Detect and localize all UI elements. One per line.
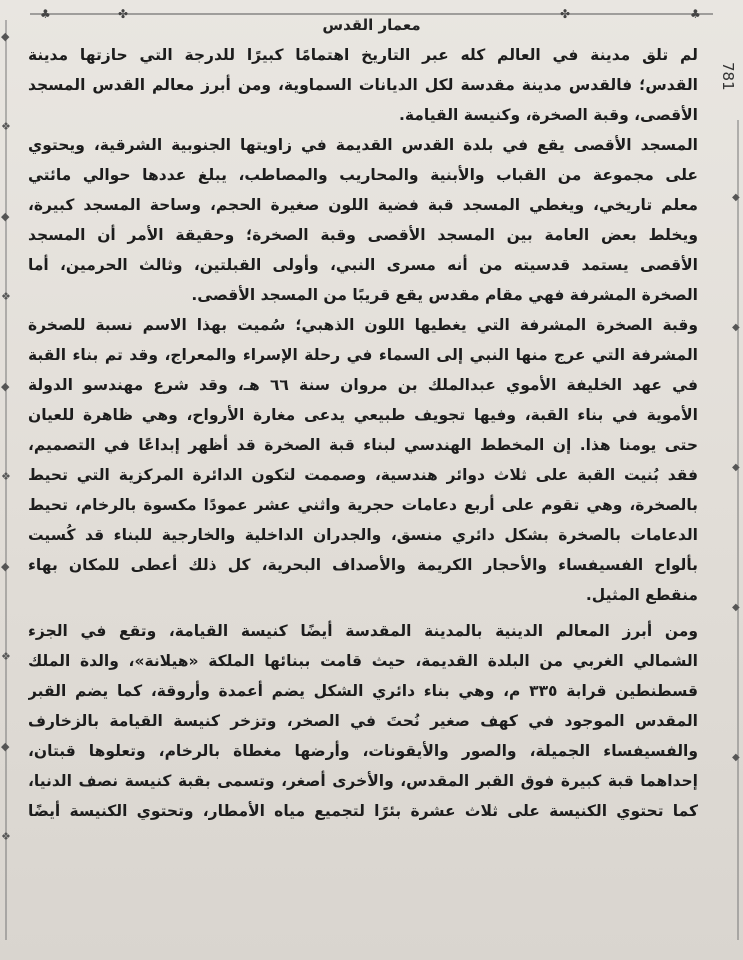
svg-text:✤: ✤ [560, 7, 571, 20]
svg-text:◆: ◆ [732, 322, 740, 333]
svg-text:◆: ◆ [1, 560, 10, 573]
text-line: كما تحتوي الكنيسة على ثلاث عشرة بئرًا لتجميع مياه الأمطار، وتحتوي الكنيسة أيضًا [28, 802, 698, 820]
text-line: بالصخرة، وهي تقوم على أربع دعامات حجرية واثني عشر عمودًا مكسوة بالرخام، تحيط [28, 496, 698, 514]
text-line: والفسيفساء الجميلة، والصور والأيقونات، وأرضها مغطاة بالرخام، وتعلوها قبتان، [28, 742, 698, 760]
text-line: ومن أبرز المعالم الدينية بالمدينة المقدسة أيضًا كنيسة القيامة، وتقع في الجزء [28, 622, 698, 640]
body-text [28, 40, 698, 826]
paragraph [28, 310, 698, 610]
text-line: الأقصى يستمد قدسيته من أنه مسرى النبي، وأولى القبلتين، وثالث الحرمين، أما [28, 256, 698, 274]
text-line: بألواح الفسيفساء والأحجار الكريمة والأصداف البحرية، كل ذلك أعطى للمكان بهاء [28, 556, 698, 574]
text-line: القدس؛ فالقدس مدينة مقدسة لكل الديانات السماوية، ومن أبرز معالم القدس المسجد [28, 76, 698, 94]
text-line: منقطع المثيل. [585, 586, 698, 604]
text-line: إحداهما قبة كبيرة فوق القبر المقدس، والأخرى أصغر، وتسمى بقبة كنيسة نصف الدنيا، [28, 772, 698, 790]
text-line: الأقصى، وقبة الصخرة، وكنيسة القيامة. [399, 106, 698, 124]
binding-ornament-left [0, 0, 18, 960]
text-line: الأموية في بناء القبة، وفيها تجويف طبيعي يدعى مغارة الأرواح، وهي ظاهرة للعيان [28, 406, 698, 424]
text-line: المقدس الموجود في كهف صغير نُحتَ في الصخر، وتزخر كنيسة القيامة بالزخارف [28, 712, 698, 730]
text-line: لم تلق مدينة في العالم كله عبر التاريخ اهتمامًا كبيرًا للدرجة التي حازتها مدينة [28, 46, 698, 64]
text-line: الصخرة المشرفة فهي مقام مقدس يقع قريبًا من المسجد الأقصى. [191, 286, 698, 304]
svg-text:◆: ◆ [1, 740, 10, 753]
paragraph [28, 616, 698, 826]
svg-text:◆: ◆ [732, 192, 740, 203]
svg-text:◆: ◆ [732, 462, 740, 473]
page-title: معمار القدس [322, 16, 421, 34]
svg-text:◆: ◆ [1, 380, 10, 393]
page-number: 781 [719, 62, 737, 91]
text-line: على مجموعة من القباب والأبنية والمحاريب والمصاطب، يبلغ عددها حوالي مائتي [28, 166, 698, 184]
text-line: فقد بُنيت القبة على ثلاث دوائر هندسية، وصممت لتكون الدائرة المركزية التي تحيط [28, 466, 698, 484]
svg-text:◆: ◆ [1, 210, 10, 223]
text-line: المشرفة التي عرج منها النبي إلى السماء في رحلة الإسراء والمعراج، وقد تم بناء القبة [28, 346, 698, 364]
text-line: الشمالي الغربي من البلدة القديمة، حيث قامت ببنائها الملكة «هيلانة»، والدة الملك [28, 652, 698, 670]
text-line: ويخلط بعض العامة بين المسجد الأقصى وقبة الصخرة؛ وحقيقة الأمر أن المسجد [28, 226, 698, 244]
paragraph [28, 40, 698, 130]
svg-text:❖: ❖ [1, 120, 11, 133]
svg-text:◆: ◆ [732, 752, 740, 763]
paragraph [28, 130, 698, 310]
text-line: حتى يومنا هذا. إن المخطط الهندسي لبناء قبة الصخرة قد أظهر إبداعًا في التصميم، [28, 436, 698, 454]
svg-text:♣: ♣ [690, 7, 701, 20]
text-line: المسجد الأقصى يقع في بلدة القدس القديمة في زاويتها الجنوبية الشرقية، ويحتوي [28, 136, 698, 154]
svg-text:❖: ❖ [1, 290, 11, 303]
svg-text:✤: ✤ [118, 7, 129, 20]
svg-text:❖: ❖ [1, 830, 11, 843]
text-line: وقبة الصخرة المشرفة التي يغطيها اللون الذهبي؛ سُميت بهذا الاسم نسبة للصخرة [28, 316, 698, 334]
svg-text:❖: ❖ [1, 650, 11, 663]
text-line: معلم تاريخي، ويغطي المسجد قبة فضية اللون صغيرة الحجم، وساحة المسجد كبيرة، [28, 196, 698, 214]
text-line: في عهد الخليفة الأموي عبدالملك بن مروان سنة ٦٦ هـ، وقد شرع مهندسو الدولة [28, 376, 698, 394]
svg-text:❖: ❖ [1, 470, 11, 483]
text-line: قسطنطين قرابة ٣٣٥ م، وهي بناء دائري الشكل يضم أعمدة وأروقة، كما يضم القبر [28, 682, 698, 700]
svg-text:♣: ♣ [40, 7, 51, 20]
svg-text:◆: ◆ [1, 30, 10, 43]
text-line: الدعامات بالصخرة بشكل دائري منسق، والجدران الداخلية والخارجية للبناء قد كُسيت [28, 526, 698, 544]
svg-text:◆: ◆ [732, 602, 740, 613]
binding-ornament-right [729, 0, 743, 960]
